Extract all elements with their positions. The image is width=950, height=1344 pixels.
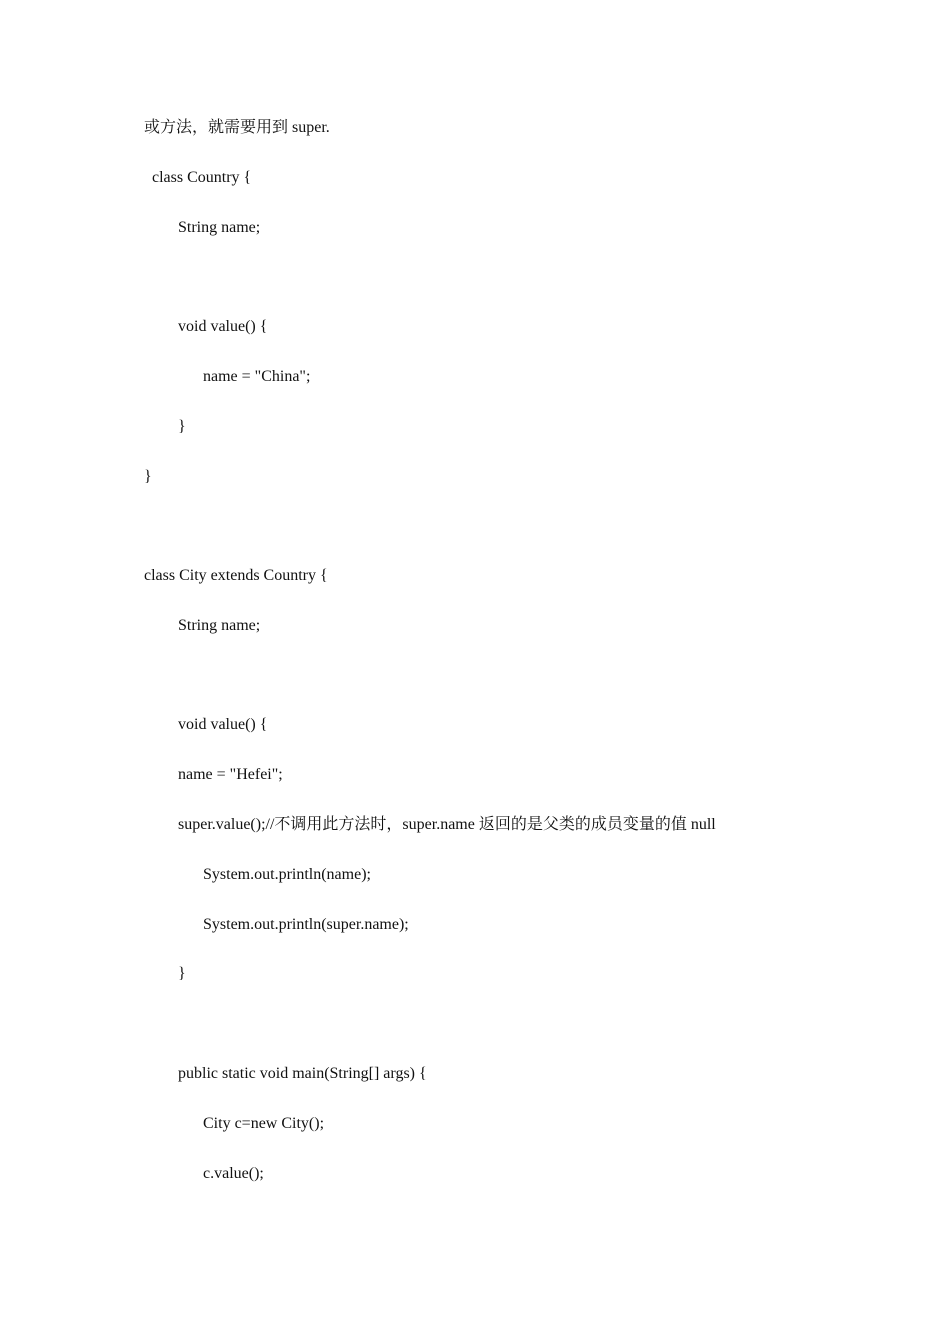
text-line: 或方法，就需要用到 super.	[144, 119, 330, 136]
code-line: System.out.println(super.name);	[203, 916, 409, 933]
code-line: }	[178, 418, 186, 435]
code-line: class Country {	[152, 169, 252, 186]
code-line: name = "Hefei";	[178, 766, 283, 783]
code-line: String name;	[178, 617, 261, 634]
code-line: City c=new City();	[203, 1115, 325, 1132]
code-line: }	[144, 468, 152, 485]
code-line: super.value();//不调用此方法时，super.name 返回的是父类的成员变量的值 null	[178, 816, 716, 833]
code-line: c.value();	[203, 1165, 264, 1182]
code-line: System.out.println(name);	[203, 866, 371, 883]
code-line: public static void main(String[] args) {	[178, 1065, 427, 1082]
code-line: class City extends Country {	[144, 567, 328, 584]
code-line: void value() {	[178, 318, 268, 335]
code-line: name = "China";	[203, 368, 311, 385]
code-line: }	[178, 965, 186, 982]
code-line: String name;	[178, 219, 261, 236]
code-line: void value() {	[178, 716, 268, 733]
